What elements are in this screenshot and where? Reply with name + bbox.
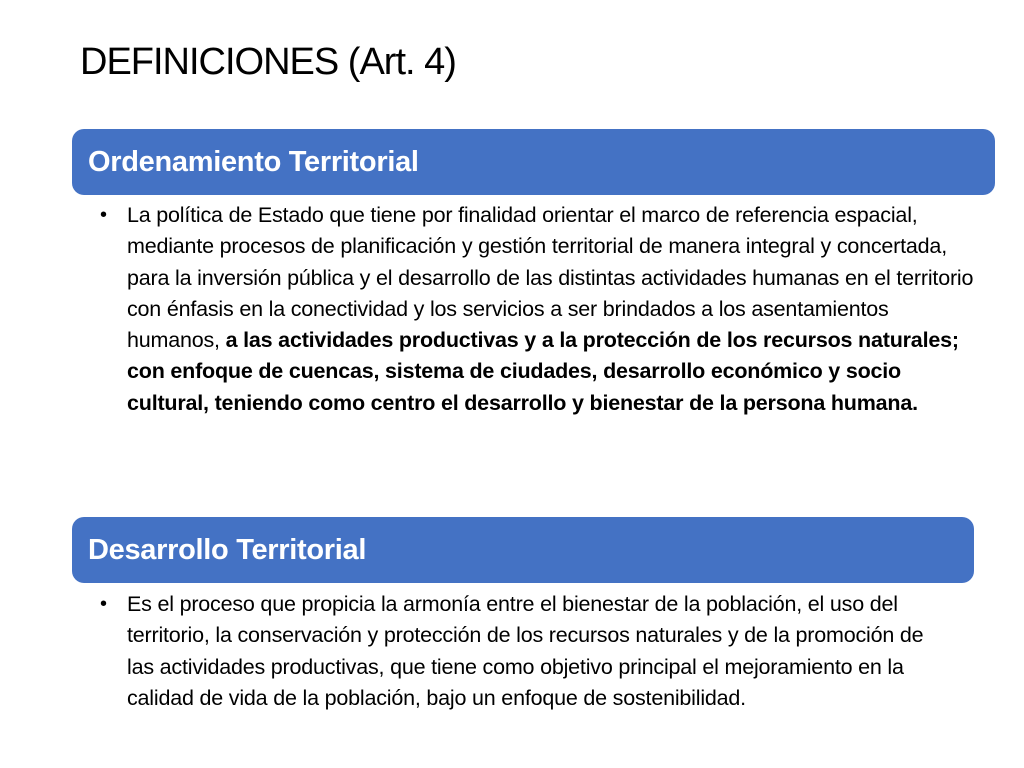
slide-title: DEFINICIONES (Art. 4): [80, 41, 456, 83]
definition-text-regular: La política de Estado que tiene por finalidad orientar el marco de referencia espacial, mediante procesos de planificación y gestión territorial de manera integral y concertada, para la inversión pública y el desarrollo de las distintas actividades humanas en el territorio con énfasis en la conectividad y los servicios a ser brindados a los asentamientos humanos,: [127, 203, 974, 353]
definition-text-bold: a las actividades productivas y a la protección de los recursos naturales; con enfoque de cuencas, sistema de ciudades, desarrollo económico y socio cultural, teniendo como centro el desarrollo y bienestar de la persona humana.: [127, 328, 959, 415]
section-body-desarrollo: [100, 589, 950, 714]
section-heading-label: Desarrollo Territorial: [88, 533, 367, 566]
bullet-marker: •: [100, 204, 107, 226]
section-body-ordenamiento: [100, 200, 980, 419]
section-heading-label: Ordenamiento Territorial: [88, 145, 419, 178]
definition-text: [127, 589, 950, 714]
bullet-marker: •: [100, 593, 107, 615]
definition-text: [127, 200, 980, 419]
section-heading-desarrollo: [72, 517, 974, 583]
definition-text-regular: Es el proceso que propicia la armonía entre el bienestar de la población, el uso del territorio, la conservación y protección de los recursos naturales y de la promoción de las actividades productivas, que tiene como objetivo principal el mejoramiento en la calidad de vida de la población, bajo un enfoque de sostenibilidad.: [127, 592, 924, 710]
section-heading-ordenamiento: [72, 129, 995, 195]
